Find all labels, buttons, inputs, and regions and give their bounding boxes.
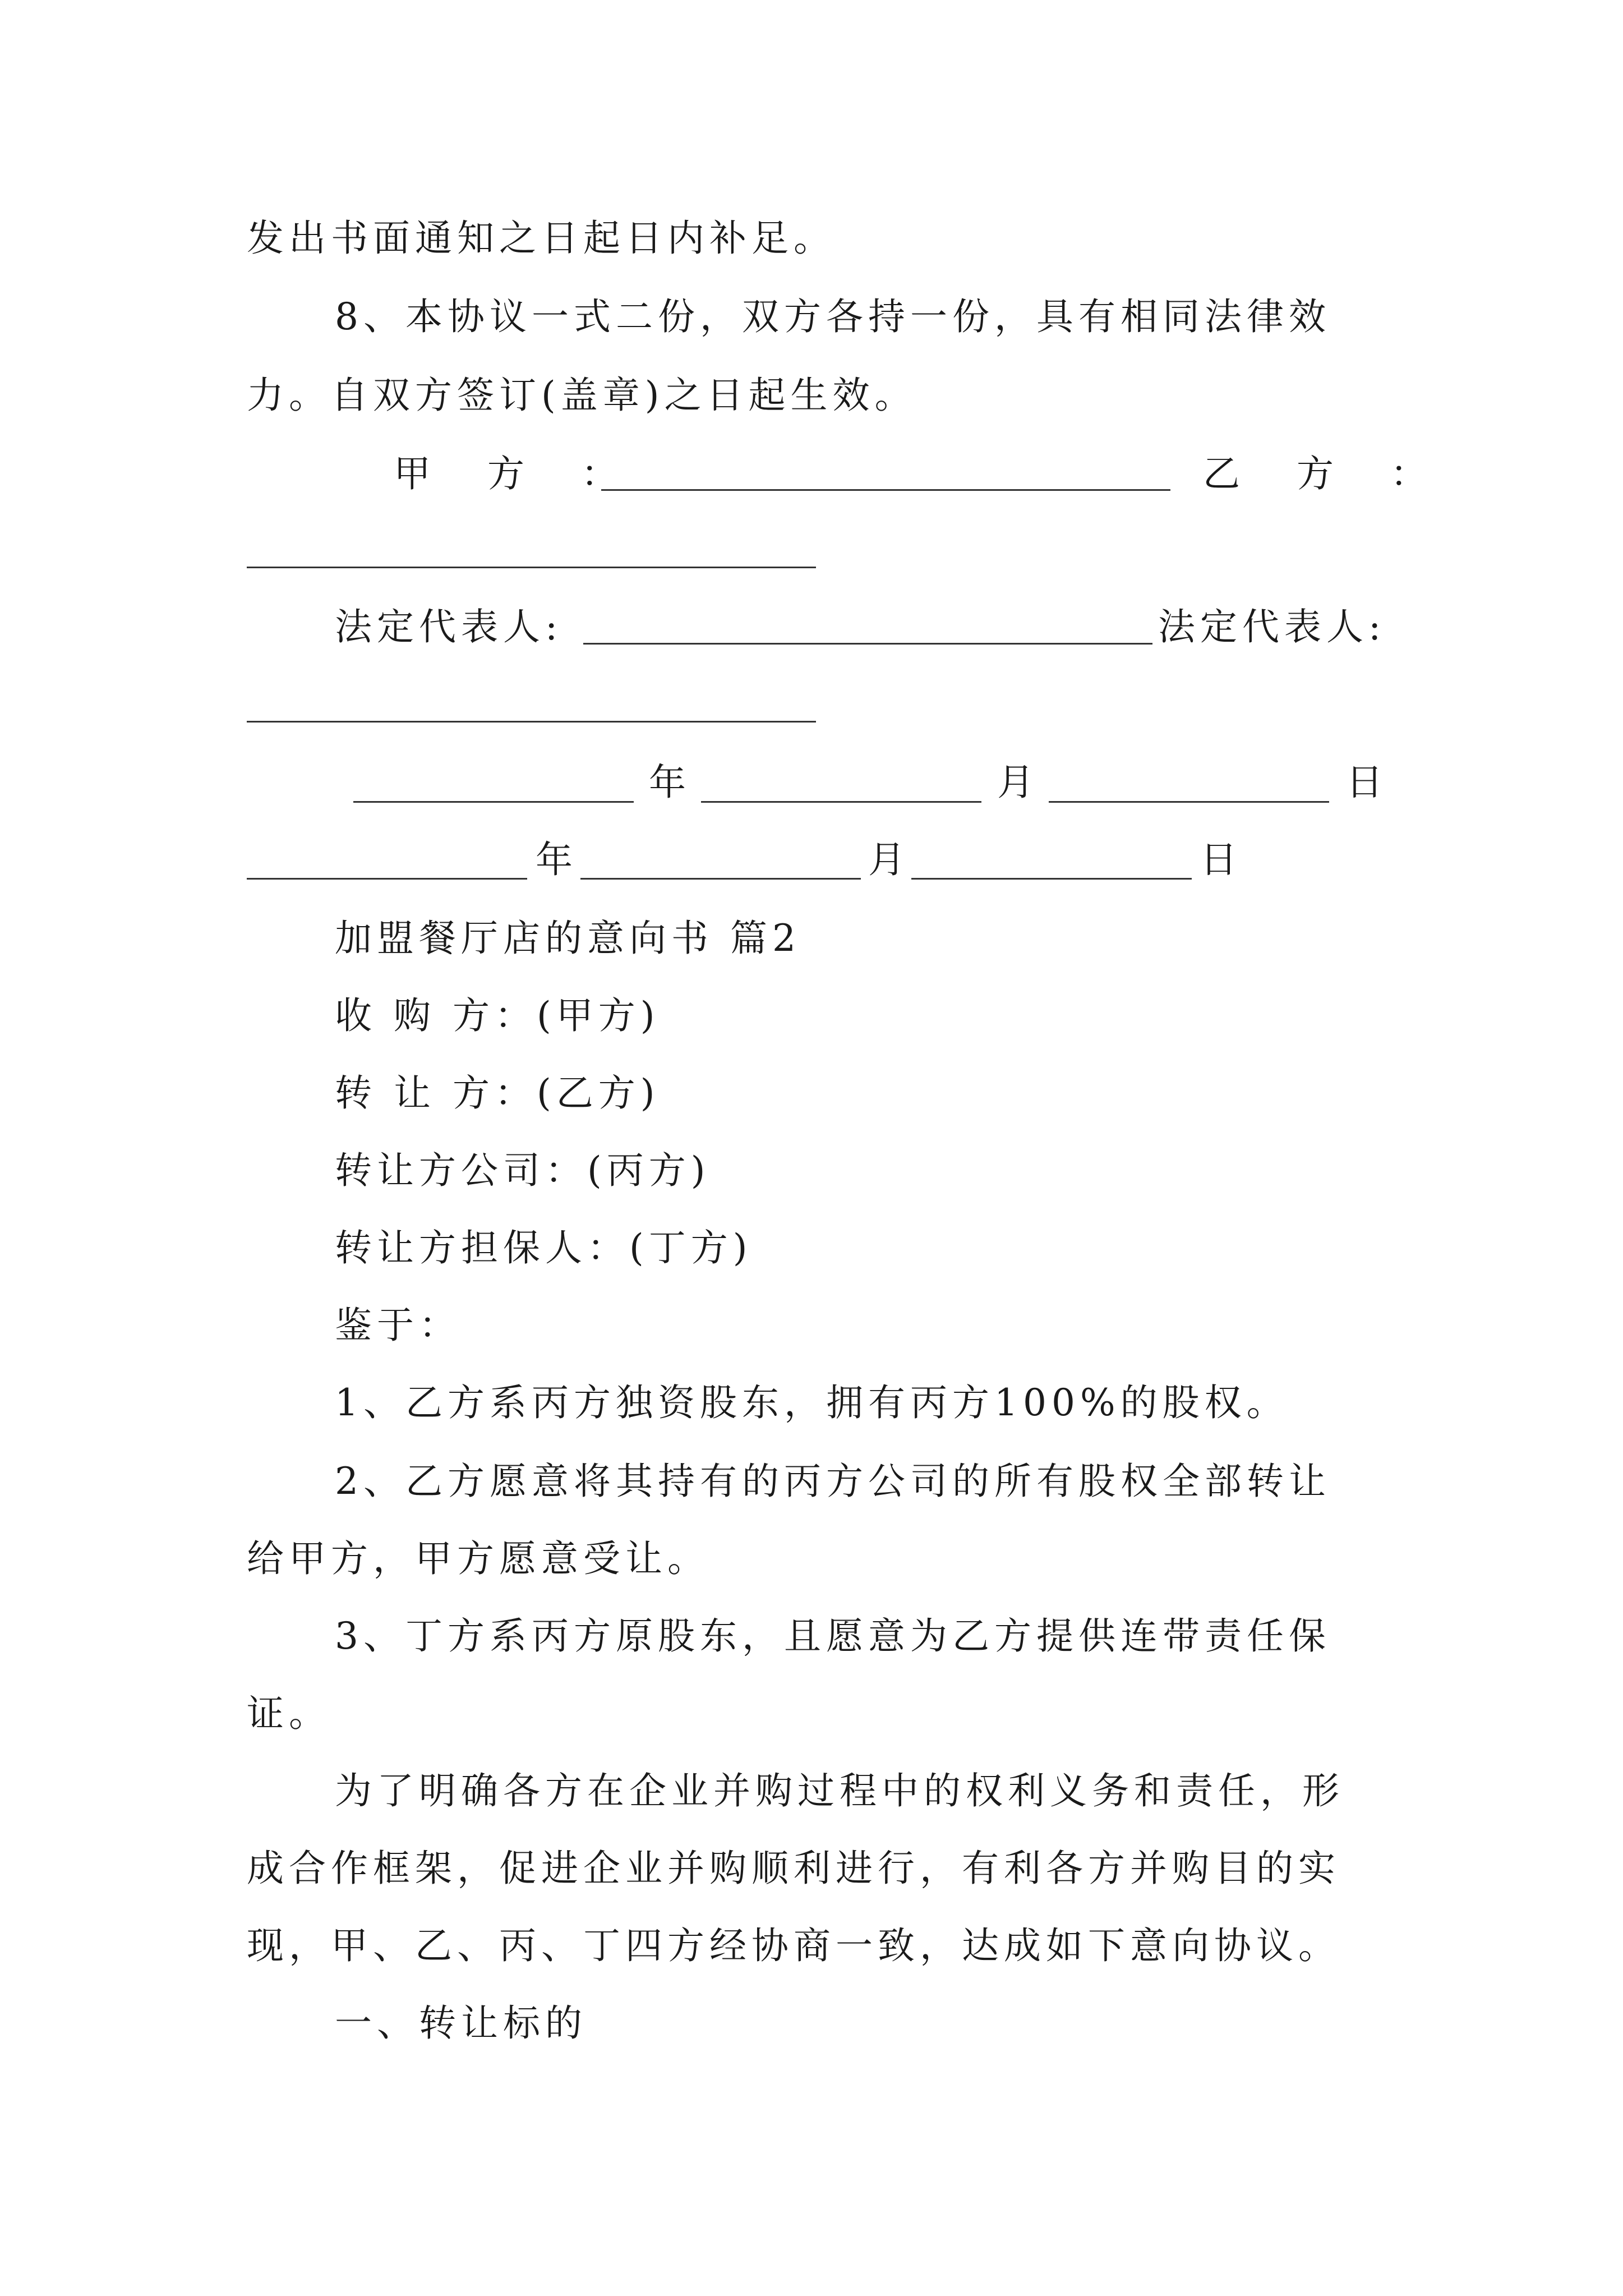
rep-b-blank <box>247 721 816 723</box>
party-line-guarantor: 转让方担保人：(丁方) <box>335 1226 753 1269</box>
party-line-acquirer: 收 购 方：(甲方) <box>335 994 660 1037</box>
party-b-label: 乙 方 ： <box>1203 452 1450 495</box>
year-label: 年 <box>649 761 691 804</box>
section-title: 加盟餐厅店的意向书 篇2 <box>335 917 801 960</box>
clause-heading: 一、转让标的 <box>335 2001 587 2045</box>
paragraph-line: 现，甲、乙、丙、丁四方经协商一致，达成如下意向协议。 <box>247 1924 1340 1967</box>
month-label: 月 <box>868 838 910 881</box>
party-line-company: 转让方公司：(丙方) <box>335 1149 711 1192</box>
year-blank <box>353 801 634 803</box>
party-line-transferor: 转 让 方：(乙方) <box>335 1071 660 1115</box>
month-label: 月 <box>997 761 1039 804</box>
paragraph-line: 1、乙方系丙方独资股东，拥有丙方100%的股权。 <box>335 1381 1289 1424</box>
paragraph-line: 成合作框架，促进企业并购顺利进行，有利各方并购目的实 <box>247 1847 1340 1890</box>
paragraph-line: 为了明确各方在企业并购过程中的权利义务和责任，形 <box>335 1769 1344 1812</box>
whereas-heading: 鉴于： <box>335 1304 461 1347</box>
rep-a-label: 法定代表人: <box>335 605 563 648</box>
day-blank <box>911 878 1192 880</box>
month-blank <box>701 801 981 803</box>
party-b-blank <box>247 567 816 568</box>
paragraph-line: 2、乙方愿意将其持有的丙方公司的所有股权全部转让 <box>335 1460 1331 1503</box>
rep-a-blank <box>583 643 1152 645</box>
rep-b-label: 法定代表人: <box>1158 605 1386 648</box>
paragraph-line: 给甲方，甲方愿意受让。 <box>247 1537 709 1580</box>
party-a-blank <box>601 489 1170 491</box>
day-label: 日 <box>1200 838 1242 881</box>
party-a-label: 甲 方 ： <box>394 452 640 495</box>
day-label: 日 <box>1346 761 1388 804</box>
paragraph-line: 发出书面通知之日起日内补足。 <box>247 217 836 260</box>
month-blank <box>580 878 861 880</box>
year-blank <box>247 878 527 880</box>
year-label: 年 <box>536 838 578 881</box>
day-blank <box>1049 801 1329 803</box>
paragraph-line: 8、本协议一式二份，双方各持一份，具有相同法律效 <box>335 295 1331 338</box>
paragraph-line: 力。自双方签订(盖章)之日起生效。 <box>247 374 917 417</box>
paragraph-line: 3、丁方系丙方原股东，且愿意为乙方提供连带责任保 <box>335 1614 1331 1658</box>
paragraph-line: 证。 <box>247 1692 331 1735</box>
